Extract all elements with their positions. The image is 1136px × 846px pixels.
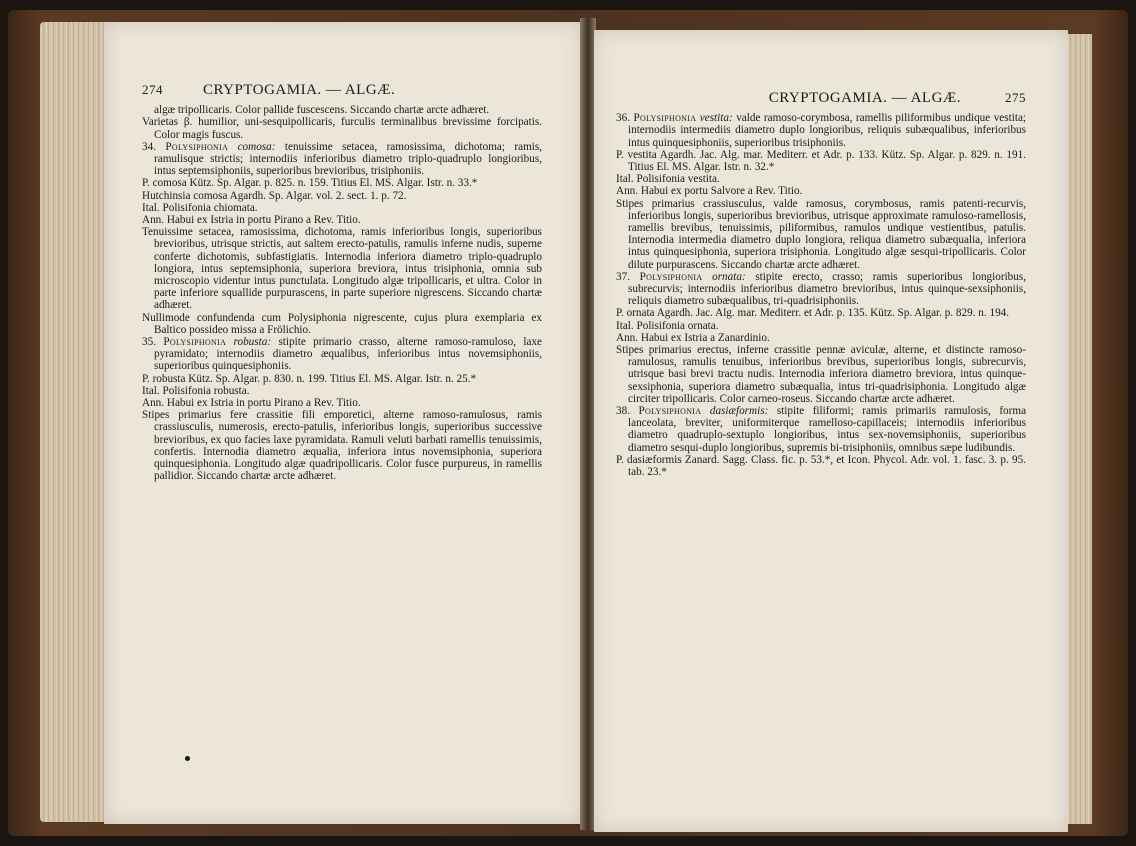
paragraph-text: Tenuissime setacea, ramosissima, dichotoma, ramis inferioribus longis, superioribus brevioribus, utrisque strictis, aut saltem erecto-patulis, ramulis inferne nudis, superne conferte dichotomis, subfastigiatis. Internodia inferiora diametro triplo-quadruplo longiora, intus septemsiphonia, superiora breviora, intus trisiphonia, omnia sub microscopio videntur intus punctulata. Longitudo algæ tripollicaris, et ultra. Color in parte inferiore squallide purpurascens, in parte superiore nigrescens. Siccando chartæ adhæret. <box>142 226 542 312</box>
species-name: robusta: <box>233 336 272 349</box>
paragraph-text: Stipes primarius crassiusculus, valde ramosus, corymbosus, ramis patenti-recurvis, inferioribus longis, superioribus brevioribus, utrisque approximate ramuloso-ramellosis, ramellis brevibus, tenuissimis, piliformibus, ramulos undique vestientibus, patulis. Internodia intermedia diametro duplo longiora, reliqua diametro subæqualia, inferiora intus quinquesiphonia, superiora trisiphonia. Longitudo algæ sesqui-tripollicaris. Color dilute purpurascens. Siccando chartæ arcte adhæret. <box>616 197 1026 271</box>
text-paragraph <box>616 405 1026 454</box>
paragraph-text: Ital. Polisifonia ornata. <box>616 319 719 332</box>
paragraph-text: Stipes primarius fere crassitie fili emporetici, alterne ramoso-ramulosus, ramis crassiusculis, numerosis, erecto-patulis, inferioribus longis, superioribus successive brevioribus, ex quo facies laxe pyramidata. Ramuli veluti barbati ramellis tenuissimis, confertis. Internodia diametro æqualia, inferiora intus novemsiphonia, superiora quinquesiphonia. Longitudo algæ quadripollicaris. Color fusce purpureus, in ramellis pallidior. Siccando chartæ arcte adhæret. <box>142 409 542 483</box>
text-paragraph <box>142 385 542 397</box>
genus-name: Polysiphonia <box>639 270 703 283</box>
entry-number: 37. <box>616 270 630 283</box>
text-paragraph <box>616 307 1026 319</box>
text-paragraph <box>616 198 1026 271</box>
text-paragraph <box>142 141 542 178</box>
text-paragraph <box>616 271 1026 308</box>
paragraph-text: Nullimode confundenda cum Polysiphonia nigrescente, cujus plura exemplaria ex Baltico possideo missa a Frölichio. <box>142 311 542 336</box>
text-paragraph <box>616 185 1026 197</box>
entry-number: 34. <box>142 140 156 153</box>
paragraph-text: Ital. Polisifonia chiomata. <box>142 201 258 214</box>
paragraph-text: valde ramoso-corymbosa, ramellis piliformibus undique vestita; internodiis intermediis diametro duplo longioribus, reliquis subæqualibus, inferioribus intus quinquesiphoniis, superioribus trisiphoniis. <box>628 112 1027 149</box>
text-paragraph <box>142 116 542 140</box>
text-paragraph <box>142 226 542 311</box>
text-paragraph <box>142 409 542 482</box>
text-paragraph <box>616 454 1026 478</box>
running-head: CRYPTOGAMIA. — ALGÆ. <box>768 90 961 106</box>
text-paragraph <box>142 214 542 226</box>
text-paragraph <box>142 190 542 202</box>
genus-name: Polysiphonia <box>163 336 227 349</box>
right-page <box>594 30 1068 832</box>
genus-name: Polysiphonia <box>633 112 697 125</box>
paragraph-text: Ital. Polisifonia vestita. <box>616 173 720 186</box>
paragraph-text: stipite filiformi; ramis primariis ramulosis, forma lanceolata, breviter, uniformiterque ramelloso-capillaceis; internodiis inferioribus diametro quadruplo-sextuplo longioribus, intus sex-novemsiphoniis, superioribus diametro sesqui-duplo longioribus, supremis bi-trisiphoniis, omnibus sæpe ludibundis. <box>628 405 1027 454</box>
genus-name: Polysiphonia <box>638 405 702 418</box>
text-paragraph <box>616 332 1026 344</box>
text-paragraph <box>142 202 542 214</box>
paragraph-text: stipite primario crasso, alterne ramoso-ramuloso, laxe pyramidato; internodiis diametro æqualibus, inferioribus intus novemsiphoniis, superioribus quinquesiphoniis. <box>154 336 543 373</box>
text-paragraph <box>616 320 1026 332</box>
left-page-header <box>142 84 542 96</box>
right-page-content <box>616 92 1026 478</box>
text-paragraph <box>142 336 542 373</box>
text-paragraph <box>142 312 542 336</box>
paragraph-text: algæ tripollicaris. Color pallide fuscescens. Siccando chartæ arcte adhæret. <box>154 104 490 117</box>
paragraph-text: P. comosa Kütz. Sp. Algar. p. 825. n. 159. Titius El. MS. Algar. Istr. n. 33.* <box>142 177 478 190</box>
text-paragraph <box>616 344 1026 405</box>
text-paragraph <box>142 373 542 385</box>
paragraph-text: stipite erecto, crasso; ramis superioribus longioribus, subrecurvis; internodiis inferioribus diametro brevioribus, intus quinque-sexsiphoniis, reliquis diametro subæqualibus, tri-quadrisiphoniis. <box>628 270 1027 308</box>
right-page-header <box>616 92 1026 104</box>
page-number: 274 <box>142 82 163 97</box>
left-page <box>104 22 582 824</box>
species-name: vestita: <box>699 112 733 125</box>
paragraph-text: Ital. Polisifonia robusta. <box>142 384 250 397</box>
ink-dot <box>185 756 190 761</box>
text-paragraph <box>142 397 542 409</box>
paragraph-text: Hutchinsia comosa Agardh. Sp. Algar. vol. 2. sect. 1. p. 72. <box>142 189 407 202</box>
paragraph-text: P. robusta Kütz. Sp. Algar. p. 830. n. 199. Titius El. MS. Algar. Istr. n. 25.* <box>142 372 477 385</box>
species-name: ornata: <box>712 270 746 283</box>
text-paragraph <box>142 104 542 116</box>
paragraph-text: Ann. Habui ex portu Salvore a Rev. Titio. <box>616 185 803 198</box>
running-head: CRYPTOGAMIA. — ALGÆ. <box>203 82 396 98</box>
entry-number: 36. <box>616 112 630 125</box>
right-page-text <box>616 112 1026 478</box>
paragraph-text: P. dasiæformis Zanard. Sagg. Class. fic. p. 53.*, et Icon. Phycol. Adr. vol. 1. fasc. 3. p. 95. tab. 23.* <box>616 453 1026 479</box>
left-page-content <box>142 84 542 483</box>
paragraph-text: tenuissime setacea, ramosissima, dichotoma; ramis, ramulisque strictis; internodiis inferioribus diametro triplo-quadruplo longioribus, intus septemsiphoniis, superioribus brevioribus, trisiphoniis. <box>154 140 543 178</box>
text-paragraph <box>142 177 542 189</box>
paragraph-text: P. vestita Agardh. Jac. Alg. mar. Mediterr. et Adr. p. 133. Kütz. Sp. Algar. p. 829. n. 191. Titius El. MS. Algar. Istr. n. 32.* <box>616 148 1026 174</box>
page-number: 275 <box>1005 90 1026 105</box>
paragraph-text: Ann. Habui ex Istria in portu Pirano a Rev. Titio. <box>142 397 361 410</box>
text-paragraph <box>616 112 1026 149</box>
text-paragraph <box>616 173 1026 185</box>
entry-number: 38. <box>616 405 630 418</box>
paragraph-text: Ann. Habui ex Istria in portu Pirano a Rev. Titio. <box>142 214 361 227</box>
paragraph-text: Varietas β. humilior, uni-sesquipollicaris, furculis terminalibus brevissime forcipatis. Color magis fuscus. <box>142 116 542 141</box>
paragraph-text: Ann. Habui ex Istria a Zanardinio. <box>616 331 770 344</box>
paragraph-text: P. ornata Agardh. Jac. Alg. mar. Mediterr. et Adr. p. 135. Kütz. Sp. Algar. p. 829. n. 194. <box>616 307 1010 320</box>
genus-name: Polysiphonia <box>165 140 229 153</box>
entry-number: 35. <box>142 336 156 349</box>
left-page-text <box>142 104 542 482</box>
paragraph-text: Stipes primarius erectus, inferne crassitie pennæ aviculæ, alterne, et distincte ramoso-ramulosus, ramulis tenuibus, inferioribus brevibus, superioribus longis, subrecurvis, utrisque basi brevi tractu nudis. Internodia inferiora diametro breviora, intus quinque-sexsiphonia, superiora diametro subæqualia, intus tri-quadrisiphonia. Longitudo algæ circiter tripollicaris. Color carneo-roseus. Siccando chartæ arcte adhæret. <box>616 344 1026 405</box>
species-name: dasiæformis: <box>709 405 769 418</box>
species-name: comosa: <box>237 140 276 153</box>
text-paragraph <box>616 149 1026 173</box>
